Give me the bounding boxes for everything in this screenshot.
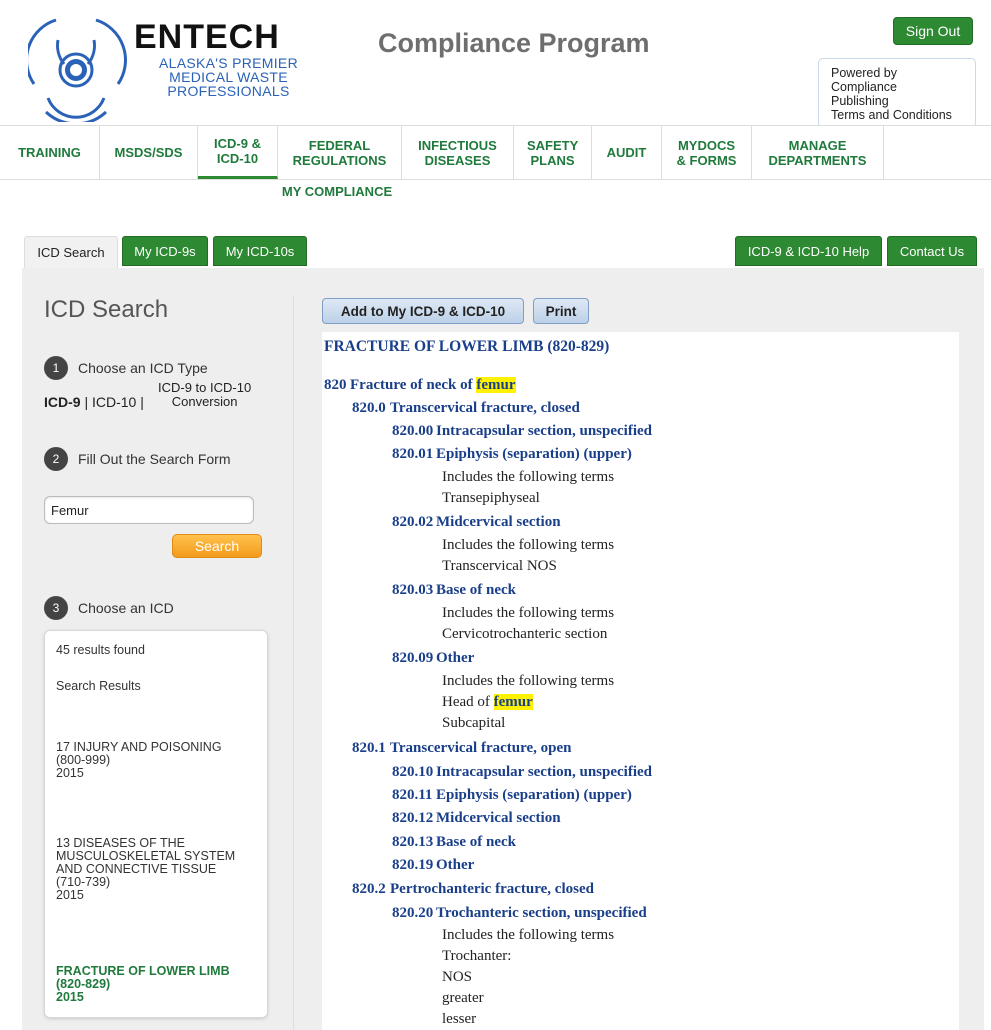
step-2-label: Fill Out the Search Form — [78, 451, 231, 467]
add-to-my-icd-button[interactable]: Add to My ICD-9 & ICD-10 — [322, 298, 524, 324]
print-button[interactable]: Print — [533, 298, 589, 324]
step-1 — [44, 356, 208, 380]
icd-term-text: Subcapital — [442, 715, 506, 731]
nav-safety-plans[interactable]: SAFETY PLANS — [514, 126, 592, 179]
icd-code-description[interactable]: Trochanteric section, unspecified — [436, 905, 647, 921]
icd-term-text: Includes the following terms — [442, 469, 615, 485]
step-1-label: Choose an ICD Type — [78, 360, 208, 376]
app-title: Compliance Program — [378, 28, 650, 58]
tab-my-icd9s[interactable]: My ICD-9s — [122, 236, 208, 266]
result-item-fracture-lower-limb[interactable]: FRACTURE OF LOWER LIMB (820-829) 2015 — [56, 964, 230, 1004]
powered-by-box — [818, 58, 976, 128]
publisher-link[interactable]: Compliance — [831, 80, 898, 94]
sign-out-button[interactable]: Sign Out — [893, 17, 973, 45]
icd-code[interactable]: 820.19 — [392, 857, 434, 873]
icd-code[interactable]: 820.00 — [392, 423, 434, 439]
icd-code[interactable]: 820.0 — [352, 400, 386, 416]
icd-code[interactable]: 820.20 — [392, 905, 434, 921]
publisher-link-2[interactable]: Publishing — [831, 94, 889, 108]
tab-icd-help[interactable]: ICD-9 & ICD-10 Help — [735, 236, 882, 266]
icd-code[interactable]: 820.13 — [392, 834, 434, 850]
nav-audit[interactable]: AUDIT — [592, 126, 662, 179]
tab-my-icd10s[interactable]: My ICD-10s — [213, 236, 307, 266]
icd-type-selector — [44, 394, 144, 410]
icd-code-description[interactable]: Transcervical fracture, closed — [390, 400, 580, 416]
nav-infectious-diseases[interactable]: INFECTIOUS DISEASES — [402, 126, 514, 179]
logo-subtitle: ALASKA'S PREMIER MEDICAL WASTE PROFESSIONALS — [159, 55, 298, 99]
icd-code-description[interactable]: Transcervical fracture, open — [390, 740, 572, 756]
tab-icd-search[interactable]: ICD Search — [24, 236, 118, 268]
icd-code[interactable]: 820.2 — [352, 881, 386, 897]
icd10-option[interactable]: | ICD-10 | — [80, 394, 144, 410]
icd-code[interactable]: 820.03 — [392, 582, 434, 598]
logo-title: ENTECH — [134, 18, 280, 56]
icd-document — [322, 332, 959, 1030]
nav-federal-regulations[interactable]: FEDERAL REGULATIONS — [278, 126, 402, 179]
icd-code-description[interactable]: Other — [436, 650, 475, 666]
icd-code-description[interactable]: Midcervical section — [436, 810, 561, 826]
nav-my-compliance[interactable]: MY COMPLIANCE — [281, 184, 393, 199]
icd-code[interactable]: 820.10 — [392, 764, 434, 780]
nav-mydocs-forms[interactable]: MYDOCS & FORMS — [662, 126, 752, 179]
sidebar-title: ICD Search — [44, 296, 169, 323]
result-item-musculoskeletal[interactable]: 13 DISEASES OF THE MUSCULOSKELETAL SYSTEM AND CONNECTIVE TISSUE (710-739) 2015 — [56, 836, 236, 902]
icd-term-text: Includes the following terms — [442, 673, 615, 689]
results-count: 45 results found — [56, 643, 145, 657]
icd-term-text: Head of femur — [442, 694, 533, 710]
icd-code[interactable]: 820.1 — [352, 740, 386, 756]
result-item-injury-poisoning[interactable]: 17 INJURY AND POISONING (800-999) 2015 — [56, 740, 222, 780]
search-input[interactable] — [44, 496, 254, 524]
icd-code[interactable]: 820.02 — [392, 514, 434, 530]
step-2 — [44, 447, 231, 471]
icd-code[interactable]: 820.12 — [392, 810, 434, 826]
step-3-number: 3 — [44, 596, 68, 620]
nav-training[interactable]: TRAINING — [0, 126, 100, 179]
icd9-option[interactable]: ICD-9 — [44, 394, 81, 410]
icd-code-description[interactable]: Epiphysis (separation) (upper) — [436, 787, 632, 803]
search-match-highlight: femur — [493, 694, 533, 710]
conversion-option[interactable]: ICD-9 to ICD-10 Conversion — [158, 380, 252, 409]
tab-contact-us[interactable]: Contact Us — [887, 236, 977, 266]
icd-code-description[interactable]: Intracapsular section, unspecified — [436, 423, 652, 439]
search-button[interactable]: Search — [172, 534, 262, 558]
icd-term-text: Includes the following terms — [442, 537, 615, 553]
powered-by-label: Powered by — [831, 66, 898, 80]
icd-term-text: Includes the following terms — [442, 605, 615, 621]
icd-term-text: Trochanter: — [442, 948, 512, 964]
icd-term-text: Cervicotrochanteric section — [442, 626, 608, 642]
header — [0, 0, 991, 128]
icd-code-description[interactable]: Base of neck — [436, 582, 516, 598]
step-3 — [44, 596, 174, 620]
main-nav — [0, 125, 991, 180]
tab-bar — [0, 236, 991, 268]
icd-term-text: Includes the following terms — [442, 927, 615, 943]
nav-manage-departments[interactable]: MANAGE DEPARTMENTS — [752, 126, 884, 179]
icd-code[interactable]: 820.01 — [392, 446, 434, 462]
icd-term-text: greater — [442, 990, 484, 1006]
icd-code-description[interactable]: Other — [436, 857, 475, 873]
document-heading: FRACTURE OF LOWER LIMB (820-829) — [324, 338, 610, 355]
icd-code-description[interactable]: Base of neck — [436, 834, 516, 850]
icd-code-description[interactable]: Fracture of neck of femur — [350, 377, 516, 393]
icd-term-text: Transcervical NOS — [442, 558, 557, 574]
results-box — [44, 630, 268, 1018]
step-1-number: 1 — [44, 356, 68, 380]
nav-msds[interactable]: MSDS/SDS — [100, 126, 198, 179]
search-match-highlight: femur — [476, 377, 516, 393]
icd-term-text: NOS — [442, 969, 473, 985]
icd-term-text: Transepiphyseal — [442, 490, 540, 506]
terms-link[interactable]: Terms and Conditions — [831, 108, 952, 122]
panel-divider — [293, 296, 294, 1030]
icd-code-description[interactable]: Midcervical section — [436, 514, 561, 530]
step-2-number: 2 — [44, 447, 68, 471]
step-3-label: Choose an ICD — [78, 600, 174, 616]
icd-code-description[interactable]: Pertrochanteric fracture, closed — [390, 881, 594, 897]
icd-code[interactable]: 820.11 — [392, 787, 433, 803]
icd-code[interactable]: 820.09 — [392, 650, 434, 666]
icd-code-description[interactable]: Epiphysis (separation) (upper) — [436, 446, 632, 462]
icd-code-description[interactable]: Intracapsular section, unspecified — [436, 764, 652, 780]
icd-term-text: lesser — [442, 1011, 477, 1027]
results-heading: Search Results — [56, 679, 141, 693]
nav-icd[interactable]: ICD-9 & ICD-10 — [198, 126, 278, 179]
icd-code[interactable]: 820 — [324, 377, 347, 393]
